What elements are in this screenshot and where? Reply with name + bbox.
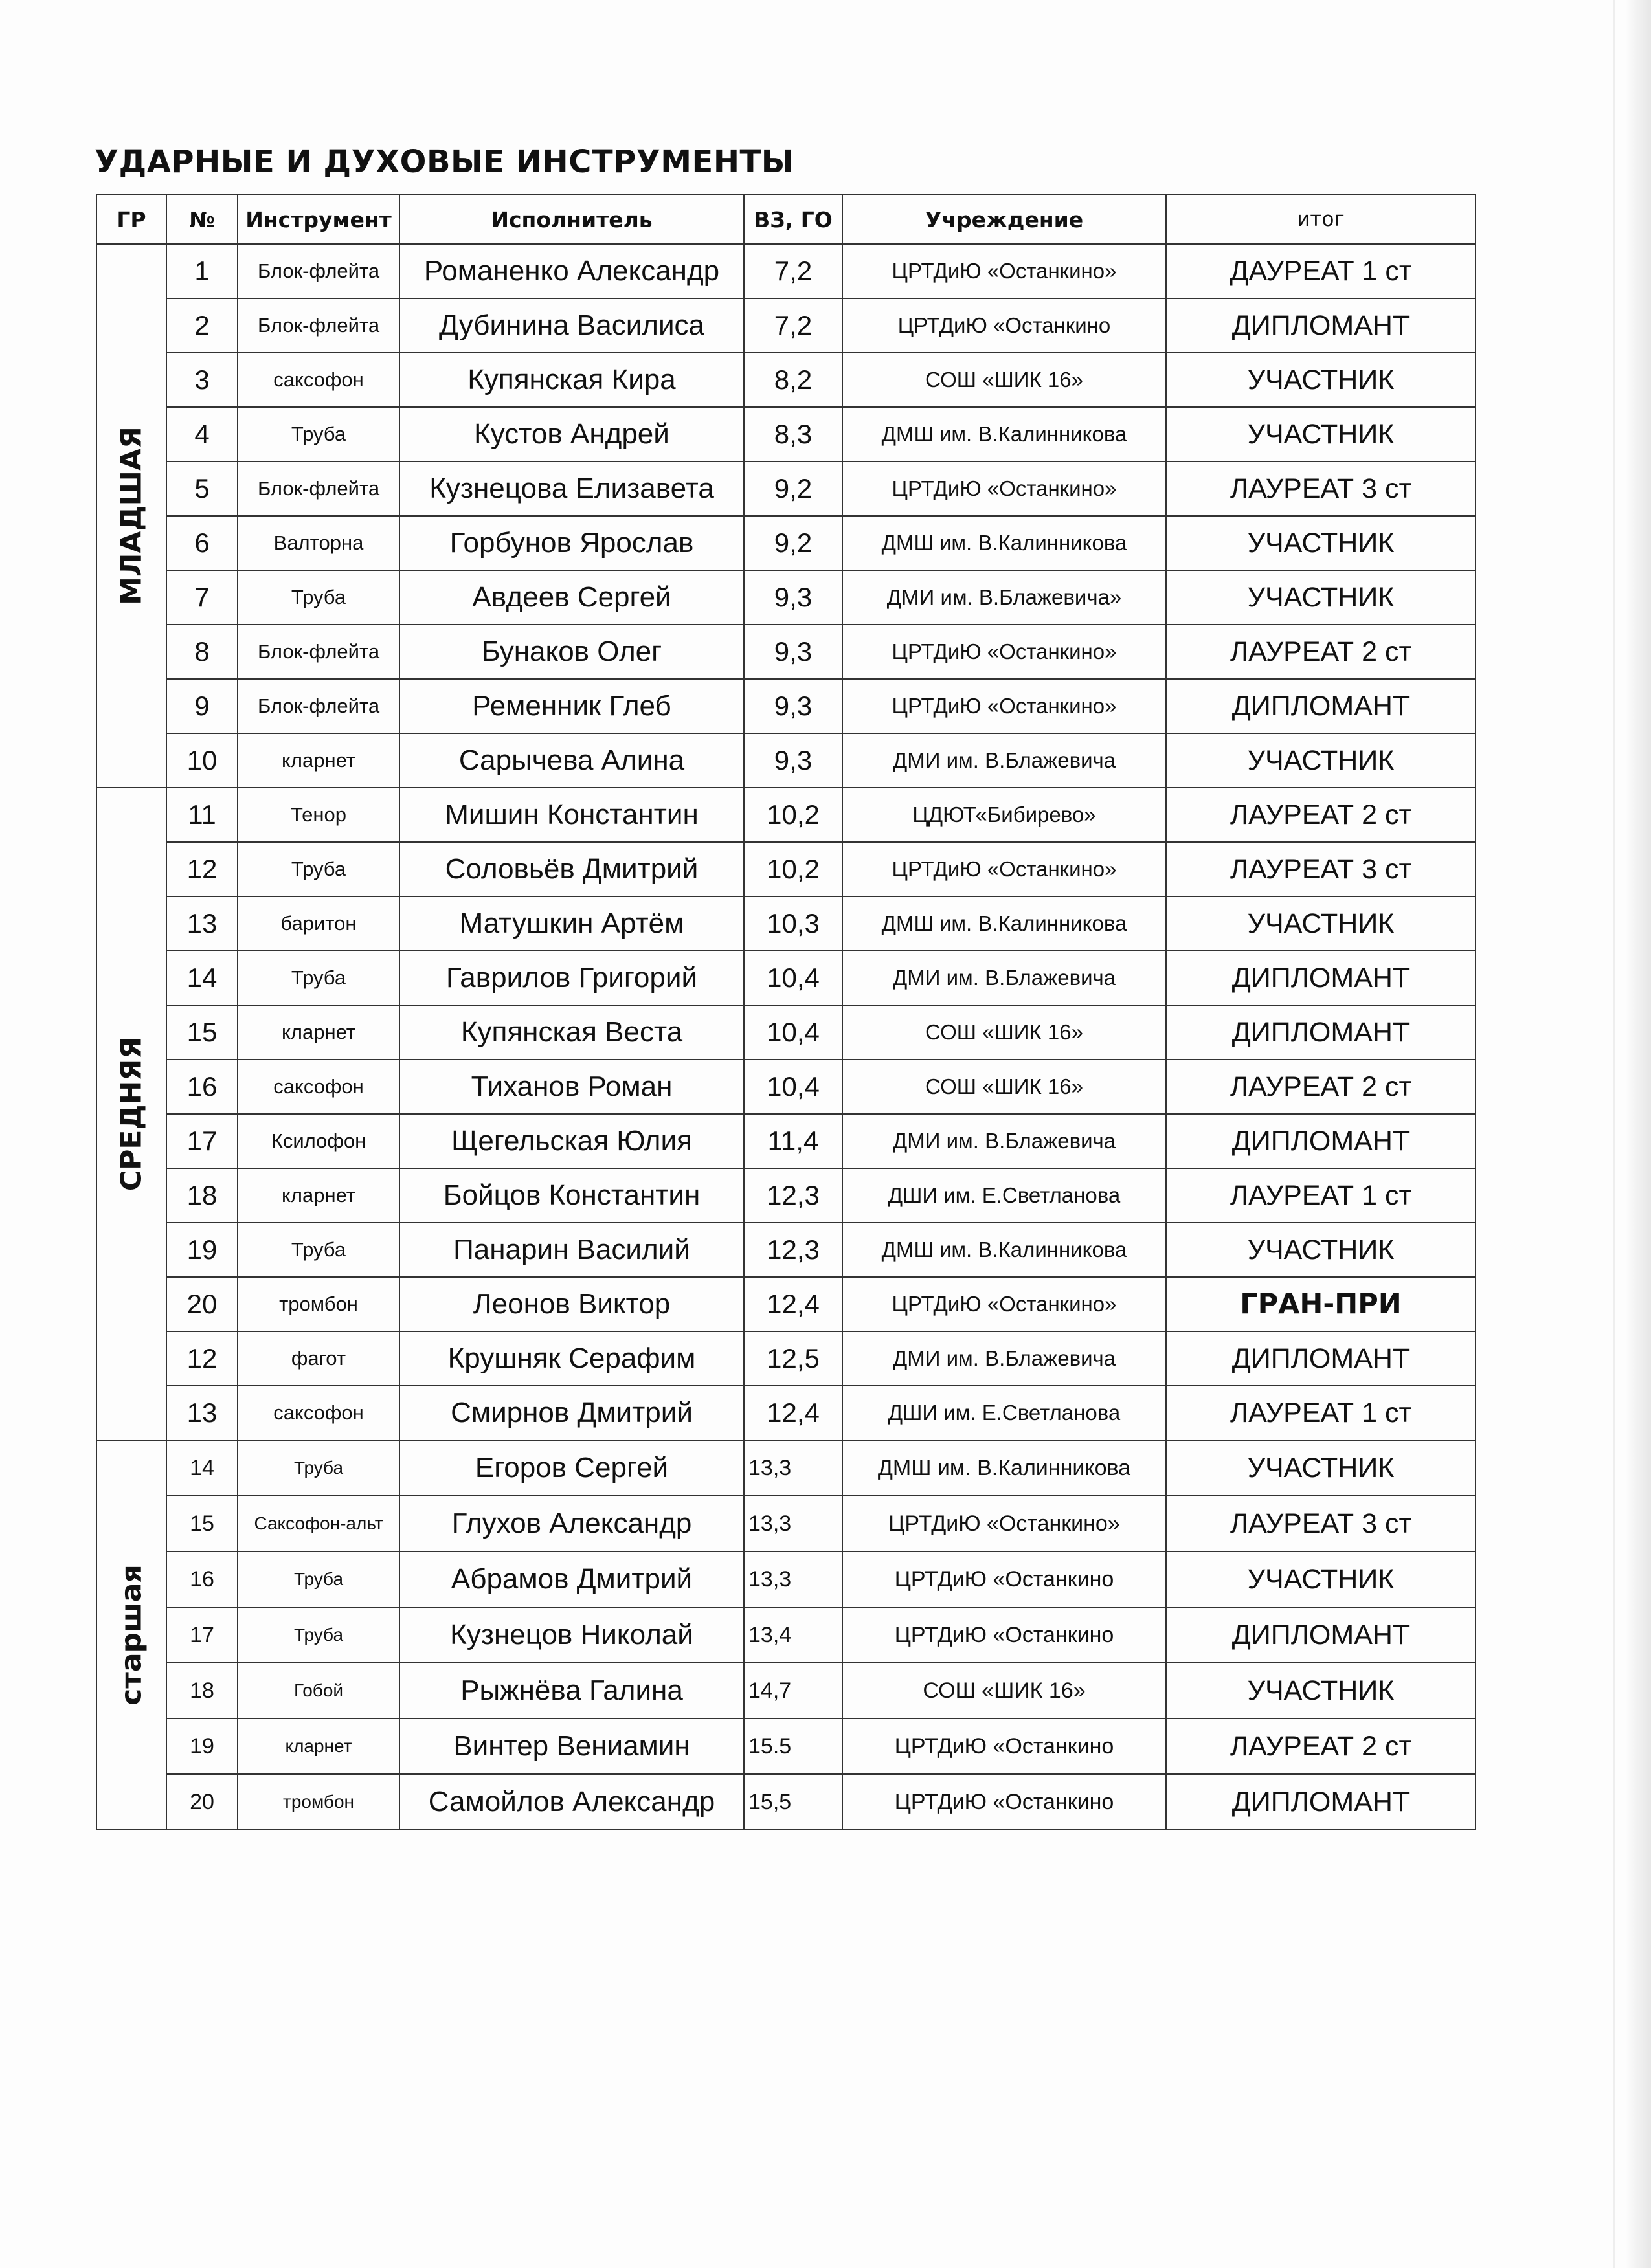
age-cell: 13,3 xyxy=(744,1551,842,1607)
age-cell: 12,4 xyxy=(744,1386,842,1440)
performer-cell: Горбунов Ярослав xyxy=(399,516,744,570)
row-number: 11 xyxy=(166,788,238,842)
instrument-cell: Блок-флейта xyxy=(238,625,399,679)
institution-cell: ЦРТДиЮ «Останкино» xyxy=(842,244,1166,298)
table-row xyxy=(96,570,1476,625)
age-cell: 9,3 xyxy=(744,733,842,788)
table-row xyxy=(96,1440,1476,1496)
performer-cell: Сарычева Алина xyxy=(399,733,744,788)
table-body xyxy=(96,244,1476,1830)
instrument-cell: фагот xyxy=(238,1331,399,1386)
age-cell: 7,2 xyxy=(744,244,842,298)
institution-cell: ЦДЮТ«Бибирево» xyxy=(842,788,1166,842)
performer-cell: Матушкин Артём xyxy=(399,896,744,951)
result-cell: ЛАУРЕАТ 1 ст xyxy=(1166,1386,1476,1440)
institution-cell: СОШ «ШИК 16» xyxy=(842,1060,1166,1114)
institution-cell: ДМШ им. В.Калинникова xyxy=(842,516,1166,570)
institution-cell: ЦРТДиЮ «Останкино xyxy=(842,1774,1166,1830)
performer-cell: Винтер Вениамин xyxy=(399,1718,744,1774)
table-row xyxy=(96,1496,1476,1551)
table-row xyxy=(96,1774,1476,1830)
performer-cell: Мишин Константин xyxy=(399,788,744,842)
age-cell: 8,2 xyxy=(744,353,842,407)
institution-cell: ЦРТДиЮ «Останкино» xyxy=(842,1496,1166,1551)
institution-cell: СОШ «ШИК 16» xyxy=(842,1663,1166,1718)
instrument-cell: Блок-флейта xyxy=(238,679,399,733)
instrument-cell: Труба xyxy=(238,1607,399,1663)
row-number: 12 xyxy=(166,1331,238,1386)
result-cell: ЛАУРЕАТ 3 ст xyxy=(1166,461,1476,516)
table-row xyxy=(96,516,1476,570)
row-number: 20 xyxy=(166,1277,238,1331)
page-title: УДАРНЫЕ И ДУХОВЫЕ ИНСТРУМЕНТЫ xyxy=(95,144,794,180)
result-cell: ЛАУРЕАТ 2 ст xyxy=(1166,1718,1476,1774)
performer-cell: Глухов Александр xyxy=(399,1496,744,1551)
age-cell: 9,3 xyxy=(744,570,842,625)
result-cell: ДАУРЕАТ 1 ст xyxy=(1166,244,1476,298)
institution-cell: ДМИ им. В.Блажевича xyxy=(842,951,1166,1005)
result-cell: ДИПЛОМАНТ xyxy=(1166,1774,1476,1830)
row-number: 20 xyxy=(166,1774,238,1830)
instrument-cell: Блок-флейта xyxy=(238,298,399,353)
age-cell: 10,4 xyxy=(744,1060,842,1114)
row-number: 2 xyxy=(166,298,238,353)
institution-cell: ДМШ им. В.Калинникова xyxy=(842,896,1166,951)
row-number: 10 xyxy=(166,733,238,788)
instrument-cell: кларнет xyxy=(238,1718,399,1774)
instrument-cell: саксофон xyxy=(238,1060,399,1114)
age-cell: 13,3 xyxy=(744,1496,842,1551)
instrument-cell: Блок-флейта xyxy=(238,244,399,298)
age-cell: 15.5 xyxy=(744,1718,842,1774)
age-cell: 11,4 xyxy=(744,1114,842,1168)
row-number: 17 xyxy=(166,1607,238,1663)
row-number: 15 xyxy=(166,1005,238,1060)
header-age: ВЗ, ГО xyxy=(744,195,842,244)
institution-cell: ДМШ им. В.Калинникова xyxy=(842,1223,1166,1277)
row-number: 16 xyxy=(166,1060,238,1114)
instrument-cell: баритон xyxy=(238,896,399,951)
age-cell: 9,2 xyxy=(744,461,842,516)
age-cell: 7,2 xyxy=(744,298,842,353)
performer-cell: Купянская Кира xyxy=(399,353,744,407)
result-cell: ЛАУРЕАТ 2 ст xyxy=(1166,625,1476,679)
row-number: 4 xyxy=(166,407,238,461)
table-row xyxy=(96,1386,1476,1440)
performer-cell: Абрамов Дмитрий xyxy=(399,1551,744,1607)
scan-fold-line xyxy=(1613,0,1615,2268)
row-number: 16 xyxy=(166,1551,238,1607)
performer-cell: Тиханов Роман xyxy=(399,1060,744,1114)
performer-cell: Кустов Андрей xyxy=(399,407,744,461)
performer-cell: Леонов Виктор xyxy=(399,1277,744,1331)
table-row xyxy=(96,1005,1476,1060)
instrument-cell: Труба xyxy=(238,1551,399,1607)
age-cell: 12,5 xyxy=(744,1331,842,1386)
result-cell: ДИПЛОМАНТ xyxy=(1166,679,1476,733)
result-cell: УЧАСТНИК xyxy=(1166,1440,1476,1496)
table-row xyxy=(96,1277,1476,1331)
performer-cell: Кузнецова Елизавета xyxy=(399,461,744,516)
result-cell: ЛАУРЕАТ 2 ст xyxy=(1166,1060,1476,1114)
age-cell: 9,3 xyxy=(744,625,842,679)
row-number: 7 xyxy=(166,570,238,625)
table-row xyxy=(96,407,1476,461)
table-row xyxy=(96,244,1476,298)
table-row xyxy=(96,896,1476,951)
age-cell: 10,3 xyxy=(744,896,842,951)
result-cell: ЛАУРЕАТ 1 ст xyxy=(1166,1168,1476,1223)
performer-cell: Егоров Сергей xyxy=(399,1440,744,1496)
age-cell: 15,5 xyxy=(744,1774,842,1830)
result-cell: ГРАН-ПРИ xyxy=(1166,1277,1476,1331)
result-cell: УЧАСТНИК xyxy=(1166,1223,1476,1277)
instrument-cell: Труба xyxy=(238,407,399,461)
performer-cell: Гаврилов Григорий xyxy=(399,951,744,1005)
age-cell: 13,3 xyxy=(744,1440,842,1496)
result-cell: ДИПЛОМАНТ xyxy=(1166,298,1476,353)
age-cell: 10,2 xyxy=(744,842,842,896)
result-cell: УЧАСТНИК xyxy=(1166,1663,1476,1718)
row-number: 12 xyxy=(166,842,238,896)
table-row xyxy=(96,788,1476,842)
result-cell: УЧАСТНИК xyxy=(1166,407,1476,461)
instrument-cell: тромбон xyxy=(238,1774,399,1830)
result-cell: ДИПЛОМАНТ xyxy=(1166,1114,1476,1168)
result-cell: УЧАСТНИК xyxy=(1166,353,1476,407)
age-cell: 10,2 xyxy=(744,788,842,842)
row-number: 14 xyxy=(166,1440,238,1496)
table-row xyxy=(96,625,1476,679)
performer-cell: Купянская Веста xyxy=(399,1005,744,1060)
table-row xyxy=(96,1114,1476,1168)
header-result: итог xyxy=(1166,195,1476,244)
institution-cell: ЦРТДиЮ «Останкино xyxy=(842,1551,1166,1607)
row-number: 15 xyxy=(166,1496,238,1551)
header-row xyxy=(96,195,1476,244)
age-cell: 10,4 xyxy=(744,1005,842,1060)
result-cell: ДИПЛОМАНТ xyxy=(1166,1005,1476,1060)
row-number: 14 xyxy=(166,951,238,1005)
age-cell: 13,4 xyxy=(744,1607,842,1663)
group-label: старшая xyxy=(115,1564,148,1706)
table-row xyxy=(96,733,1476,788)
age-cell: 8,3 xyxy=(744,407,842,461)
result-cell: УЧАСТНИК xyxy=(1166,1551,1476,1607)
institution-cell: ЦРТДиЮ «Останкино» xyxy=(842,679,1166,733)
performer-cell: Самойлов Александр xyxy=(399,1774,744,1830)
performer-cell: Соловьёв Дмитрий xyxy=(399,842,744,896)
row-number: 13 xyxy=(166,896,238,951)
row-number: 13 xyxy=(166,1386,238,1440)
performer-cell: Бойцов Константин xyxy=(399,1168,744,1223)
row-number: 1 xyxy=(166,244,238,298)
age-cell: 10,4 xyxy=(744,951,842,1005)
institution-cell: ДМШ им. В.Калинникова xyxy=(842,407,1166,461)
performer-cell: Смирнов Дмитрий xyxy=(399,1386,744,1440)
institution-cell: ДМИ им. В.Блажевича xyxy=(842,733,1166,788)
institution-cell: ДМИ им. В.Блажевича xyxy=(842,1331,1166,1386)
performer-cell: Кузнецов Николай xyxy=(399,1607,744,1663)
table-row xyxy=(96,1718,1476,1774)
instrument-cell: Валторна xyxy=(238,516,399,570)
result-cell: ЛАУРЕАТ 3 ст xyxy=(1166,1496,1476,1551)
table-row xyxy=(96,1223,1476,1277)
row-number: 18 xyxy=(166,1168,238,1223)
row-number: 9 xyxy=(166,679,238,733)
institution-cell: ЦРТДиЮ «Останкино xyxy=(842,1718,1166,1774)
group-label-cell xyxy=(96,244,166,788)
institution-cell: ЦРТДиЮ «Останкино xyxy=(842,298,1166,353)
institution-cell: ДШИ им. Е.Светланова xyxy=(842,1168,1166,1223)
performer-cell: Щегельская Юлия xyxy=(399,1114,744,1168)
result-cell: УЧАСТНИК xyxy=(1166,733,1476,788)
result-cell: УЧАСТНИК xyxy=(1166,516,1476,570)
instrument-cell: кларнет xyxy=(238,733,399,788)
scan-edge-shadow xyxy=(1625,0,1651,2268)
instrument-cell: тромбон xyxy=(238,1277,399,1331)
institution-cell: СОШ «ШИК 16» xyxy=(842,353,1166,407)
table-row xyxy=(96,353,1476,407)
performer-cell: Бунаков Олег xyxy=(399,625,744,679)
age-cell: 9,2 xyxy=(744,516,842,570)
table-row xyxy=(96,1551,1476,1607)
table-row xyxy=(96,1607,1476,1663)
result-cell: ЛАУРЕАТ 3 ст xyxy=(1166,842,1476,896)
header-instrument: Инструмент xyxy=(238,195,399,244)
institution-cell: ЦРТДиЮ «Останкино xyxy=(842,1607,1166,1663)
instrument-cell: Тенор xyxy=(238,788,399,842)
institution-cell: ЦРТДиЮ «Останкино» xyxy=(842,842,1166,896)
institution-cell: ДМИ им. В.Блажевича» xyxy=(842,570,1166,625)
performer-cell: Авдеев Сергей xyxy=(399,570,744,625)
instrument-cell: Труба xyxy=(238,1440,399,1496)
group-label: МЛАДШАЯ xyxy=(115,427,148,605)
row-number: 3 xyxy=(166,353,238,407)
performer-cell: Романенко Александр xyxy=(399,244,744,298)
table-row xyxy=(96,1060,1476,1114)
row-number: 19 xyxy=(166,1223,238,1277)
row-number: 8 xyxy=(166,625,238,679)
table-row xyxy=(96,951,1476,1005)
institution-cell: ДМШ им. В.Калинникова xyxy=(842,1440,1166,1496)
header-group: ГР xyxy=(96,195,166,244)
institution-cell: ЦРТДиЮ «Останкино» xyxy=(842,1277,1166,1331)
header-number: № xyxy=(166,195,238,244)
age-cell: 12,3 xyxy=(744,1223,842,1277)
header-institution: Учреждение xyxy=(842,195,1166,244)
institution-cell: СОШ «ШИК 16» xyxy=(842,1005,1166,1060)
row-number: 6 xyxy=(166,516,238,570)
instrument-cell: Гобой xyxy=(238,1663,399,1718)
age-cell: 12,4 xyxy=(744,1277,842,1331)
row-number: 5 xyxy=(166,461,238,516)
performer-cell: Панарин Василий xyxy=(399,1223,744,1277)
table-row xyxy=(96,1331,1476,1386)
result-cell: УЧАСТНИК xyxy=(1166,570,1476,625)
performer-cell: Ременник Глеб xyxy=(399,679,744,733)
result-cell: ДИПЛОМАНТ xyxy=(1166,1331,1476,1386)
row-number: 17 xyxy=(166,1114,238,1168)
group-label: СРЕДНЯЯ xyxy=(115,1036,148,1192)
results-table xyxy=(96,194,1476,1830)
performer-cell: Рыжнёва Галина xyxy=(399,1663,744,1718)
institution-cell: ЦРТДиЮ «Останкино» xyxy=(842,625,1166,679)
table-row xyxy=(96,679,1476,733)
table-row xyxy=(96,1663,1476,1718)
instrument-cell: Саксофон-альт xyxy=(238,1496,399,1551)
instrument-cell: Ксилофон xyxy=(238,1114,399,1168)
instrument-cell: саксофон xyxy=(238,1386,399,1440)
result-cell: ДИПЛОМАНТ xyxy=(1166,1607,1476,1663)
instrument-cell: Блок-флейта xyxy=(238,461,399,516)
row-number: 18 xyxy=(166,1663,238,1718)
institution-cell: ЦРТДиЮ «Останкино» xyxy=(842,461,1166,516)
instrument-cell: Труба xyxy=(238,951,399,1005)
age-cell: 14,7 xyxy=(744,1663,842,1718)
instrument-cell: Труба xyxy=(238,842,399,896)
instrument-cell: Труба xyxy=(238,570,399,625)
instrument-cell: кларнет xyxy=(238,1168,399,1223)
row-number: 19 xyxy=(166,1718,238,1774)
table-row xyxy=(96,1168,1476,1223)
header-performer: Исполнитель xyxy=(399,195,744,244)
institution-cell: ДШИ им. Е.Светланова xyxy=(842,1386,1166,1440)
instrument-cell: саксофон xyxy=(238,353,399,407)
performer-cell: Дубинина Василиса xyxy=(399,298,744,353)
result-cell: УЧАСТНИК xyxy=(1166,896,1476,951)
instrument-cell: кларнет xyxy=(238,1005,399,1060)
table-row xyxy=(96,842,1476,896)
result-cell: ДИПЛОМАНТ xyxy=(1166,951,1476,1005)
institution-cell: ДМИ им. В.Блажевича xyxy=(842,1114,1166,1168)
age-cell: 9,3 xyxy=(744,679,842,733)
group-label-cell xyxy=(96,1440,166,1830)
table-row xyxy=(96,461,1476,516)
table-row xyxy=(96,298,1476,353)
performer-cell: Крушняк Серафим xyxy=(399,1331,744,1386)
group-label-cell xyxy=(96,788,166,1440)
age-cell: 12,3 xyxy=(744,1168,842,1223)
instrument-cell: Труба xyxy=(238,1223,399,1277)
result-cell: ЛАУРЕАТ 2 ст xyxy=(1166,788,1476,842)
